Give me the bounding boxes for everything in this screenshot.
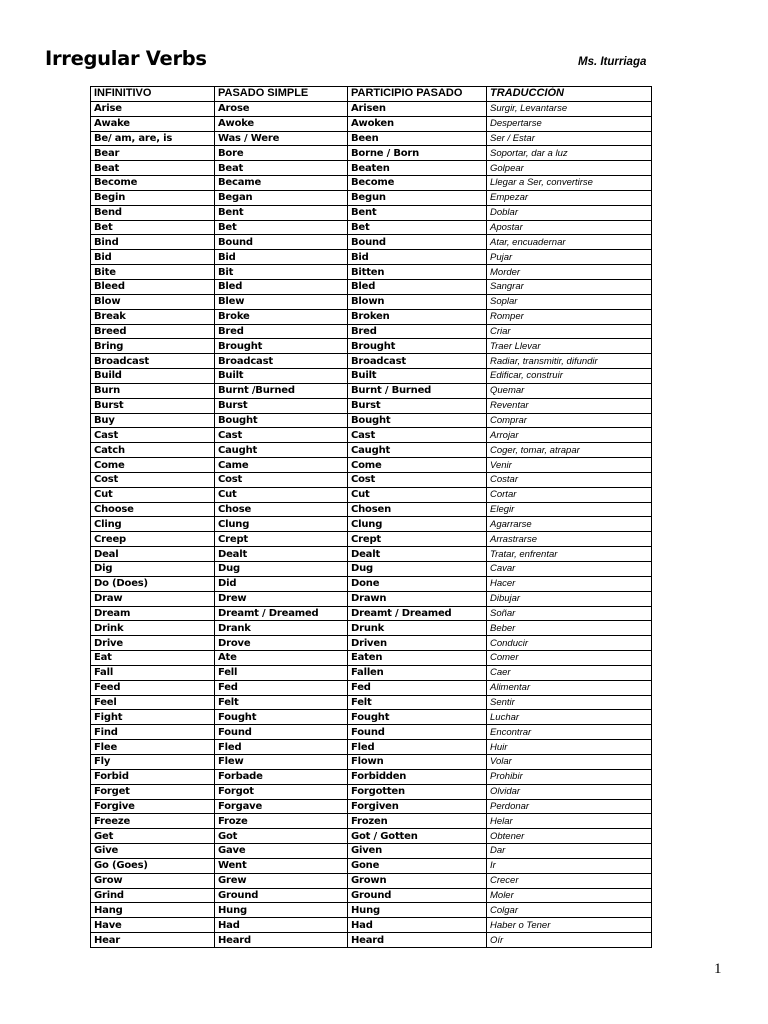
cell-pasado-simple: Bet [215,220,348,235]
table-row [91,146,652,161]
cell-traduccion: Golpear [487,161,652,176]
cell-traduccion: Surgir, Levantarse [487,101,652,116]
cell-pasado-simple: Bid [215,250,348,265]
cell-infinitivo: Beat [91,161,215,176]
cell-participio-pasado: Drawn [348,591,487,606]
table-row [91,309,652,324]
cell-traduccion: Colgar [487,903,652,918]
table-row [91,428,652,443]
cell-infinitivo: Bind [91,235,215,250]
cell-participio-pasado: Driven [348,636,487,651]
cell-pasado-simple: Bled [215,279,348,294]
cell-traduccion: Reventar [487,398,652,413]
cell-infinitivo: Drive [91,636,215,651]
table-row [91,814,652,829]
cell-infinitivo: Dig [91,562,215,577]
table-row [91,591,652,606]
cell-pasado-simple: Had [215,918,348,933]
cell-traduccion: Pujar [487,250,652,265]
cell-participio-pasado: Borne / Born [348,146,487,161]
cell-traduccion: Huir [487,740,652,755]
cell-pasado-simple: Crept [215,532,348,547]
cell-traduccion: Apostar [487,220,652,235]
page-number: 1 [714,961,722,977]
cell-infinitivo: Deal [91,547,215,562]
cell-participio-pasado: Ground [348,888,487,903]
cell-pasado-simple: Bent [215,205,348,220]
table-row [91,710,652,725]
cell-participio-pasado: Fallen [348,665,487,680]
cell-pasado-simple: Heard [215,933,348,948]
cell-traduccion: Ir [487,858,652,873]
table-row [91,740,652,755]
table-row [91,636,652,651]
table-row [91,116,652,131]
header-participio-pasado: PARTICIPIO PASADO [348,87,487,102]
cell-participio-pasado: Come [348,458,487,473]
cell-traduccion: Caer [487,665,652,680]
cell-infinitivo: Do (Does) [91,576,215,591]
cell-pasado-simple: Drew [215,591,348,606]
table-row [91,695,652,710]
cell-infinitivo: Forbid [91,769,215,784]
cell-participio-pasado: Heard [348,933,487,948]
cell-participio-pasado: Frozen [348,814,487,829]
cell-infinitivo: Forget [91,784,215,799]
cell-infinitivo: Forgive [91,799,215,814]
cell-infinitivo: Break [91,309,215,324]
cell-infinitivo: Bear [91,146,215,161]
cell-participio-pasado: Bled [348,279,487,294]
cell-pasado-simple: Did [215,576,348,591]
cell-infinitivo: Burn [91,383,215,398]
cell-participio-pasado: Caught [348,443,487,458]
cell-infinitivo: Blow [91,294,215,309]
cell-traduccion: Agarrarse [487,517,652,532]
cell-pasado-simple: Caught [215,443,348,458]
header-infinitivo: INFINITIVO [91,87,215,102]
cell-infinitivo: Buy [91,413,215,428]
cell-participio-pasado: Flown [348,754,487,769]
cell-pasado-simple: Hung [215,903,348,918]
cell-infinitivo: Feel [91,695,215,710]
cell-infinitivo: Hear [91,933,215,948]
cell-participio-pasado: Drunk [348,621,487,636]
table-row [91,888,652,903]
cell-pasado-simple: Fought [215,710,348,725]
cell-participio-pasado: Bid [348,250,487,265]
cell-infinitivo: Go (Goes) [91,858,215,873]
cell-traduccion: Beber [487,621,652,636]
cell-infinitivo: Grow [91,873,215,888]
cell-traduccion: Comprar [487,413,652,428]
cell-participio-pasado: Given [348,844,487,859]
cell-participio-pasado: Found [348,725,487,740]
cell-infinitivo: Freeze [91,814,215,829]
cell-infinitivo: Awake [91,116,215,131]
cell-traduccion: Arrojar [487,428,652,443]
cell-infinitivo: Feed [91,680,215,695]
cell-pasado-simple: Built [215,369,348,384]
cell-participio-pasado: Hung [348,903,487,918]
cell-participio-pasado: Cast [348,428,487,443]
cell-traduccion: Encontrar [487,725,652,740]
cell-traduccion: Edificar, construir [487,369,652,384]
cell-participio-pasado: Dreamt / Dreamed [348,606,487,621]
cell-pasado-simple: Bought [215,413,348,428]
table-row [91,101,652,116]
cell-participio-pasado: Had [348,918,487,933]
cell-participio-pasado: Become [348,176,487,191]
cell-pasado-simple: Chose [215,502,348,517]
cell-traduccion: Empezar [487,190,652,205]
cell-pasado-simple: Was / Were [215,131,348,146]
cell-pasado-simple: Bore [215,146,348,161]
cell-pasado-simple: Got [215,829,348,844]
cell-infinitivo: Bleed [91,279,215,294]
table-header-row [91,87,652,102]
cell-infinitivo: Be/ am, are, is [91,131,215,146]
cell-participio-pasado: Gone [348,858,487,873]
cell-pasado-simple: Burst [215,398,348,413]
cell-traduccion: Prohibir [487,769,652,784]
cell-infinitivo: Fight [91,710,215,725]
cell-participio-pasado: Eaten [348,651,487,666]
cell-pasado-simple: Ate [215,651,348,666]
cell-participio-pasado: Forgiven [348,799,487,814]
cell-pasado-simple: Ground [215,888,348,903]
table-row [91,903,652,918]
cell-pasado-simple: Drove [215,636,348,651]
cell-pasado-simple: Beat [215,161,348,176]
cell-infinitivo: Find [91,725,215,740]
cell-pasado-simple: Fed [215,680,348,695]
cell-pasado-simple: Forgave [215,799,348,814]
cell-traduccion: Cavar [487,562,652,577]
table-row [91,918,652,933]
cell-pasado-simple: Brought [215,339,348,354]
cell-traduccion: Atar, encuadernar [487,235,652,250]
cell-pasado-simple: Bound [215,235,348,250]
cell-participio-pasado: Bred [348,324,487,339]
cell-pasado-simple: Broke [215,309,348,324]
cell-infinitivo: Arise [91,101,215,116]
cell-participio-pasado: Been [348,131,487,146]
cell-traduccion: Sentir [487,695,652,710]
cell-infinitivo: Breed [91,324,215,339]
cell-participio-pasado: Begun [348,190,487,205]
cell-infinitivo: Bring [91,339,215,354]
cell-pasado-simple: Fled [215,740,348,755]
cell-pasado-simple: Came [215,458,348,473]
table-row [91,933,652,948]
cell-traduccion: Romper [487,309,652,324]
cell-traduccion: Elegir [487,502,652,517]
cell-participio-pasado: Felt [348,695,487,710]
cell-participio-pasado: Fled [348,740,487,755]
cell-traduccion: Dibujar [487,591,652,606]
table-row [91,279,652,294]
cell-pasado-simple: Forgot [215,784,348,799]
cell-participio-pasado: Arisen [348,101,487,116]
cell-pasado-simple: Awoke [215,116,348,131]
cell-pasado-simple: Drank [215,621,348,636]
cell-participio-pasado: Blown [348,294,487,309]
cell-traduccion: Volar [487,754,652,769]
cell-infinitivo: Grind [91,888,215,903]
table-row [91,190,652,205]
cell-infinitivo: Cut [91,487,215,502]
cell-participio-pasado: Clung [348,517,487,532]
cell-traduccion: Despertarse [487,116,652,131]
cell-traduccion: Arrastrarse [487,532,652,547]
table-row [91,398,652,413]
cell-participio-pasado: Burnt / Burned [348,383,487,398]
cell-traduccion: Helar [487,814,652,829]
cell-pasado-simple: Dug [215,562,348,577]
cell-pasado-simple: Fell [215,665,348,680]
table-row [91,621,652,636]
table-row [91,576,652,591]
cell-participio-pasado: Dug [348,562,487,577]
cell-infinitivo: Fly [91,754,215,769]
cell-infinitivo: Come [91,458,215,473]
table-row [91,844,652,859]
cell-traduccion: Venir [487,458,652,473]
cell-pasado-simple: Dreamt / Dreamed [215,606,348,621]
cell-traduccion: Quemar [487,383,652,398]
table-row [91,413,652,428]
cell-pasado-simple: Cast [215,428,348,443]
header-pasado-simple: PASADO SIMPLE [215,87,348,102]
cell-participio-pasado: Cut [348,487,487,502]
cell-infinitivo: Bite [91,265,215,280]
cell-traduccion: Soportar, dar a luz [487,146,652,161]
cell-infinitivo: Creep [91,532,215,547]
cell-infinitivo: Become [91,176,215,191]
cell-infinitivo: Get [91,829,215,844]
cell-pasado-simple: Burnt /Burned [215,383,348,398]
cell-infinitivo: Give [91,844,215,859]
cell-participio-pasado: Bought [348,413,487,428]
table-row [91,383,652,398]
table-row [91,220,652,235]
cell-traduccion: Hacer [487,576,652,591]
cell-infinitivo: Bid [91,250,215,265]
cell-participio-pasado: Cost [348,472,487,487]
cell-participio-pasado: Done [348,576,487,591]
cell-participio-pasado: Broadcast [348,354,487,369]
table-row [91,294,652,309]
cell-infinitivo: Bet [91,220,215,235]
cell-participio-pasado: Bound [348,235,487,250]
table-row [91,517,652,532]
cell-infinitivo: Begin [91,190,215,205]
cell-participio-pasado: Forgotten [348,784,487,799]
cell-infinitivo: Cost [91,472,215,487]
cell-infinitivo: Draw [91,591,215,606]
cell-participio-pasado: Dealt [348,547,487,562]
cell-pasado-simple: Dealt [215,547,348,562]
cell-infinitivo: Flee [91,740,215,755]
table-row [91,532,652,547]
cell-infinitivo: Catch [91,443,215,458]
table-row [91,784,652,799]
cell-pasado-simple: Went [215,858,348,873]
table-row [91,799,652,814]
cell-pasado-simple: Cost [215,472,348,487]
cell-participio-pasado: Fed [348,680,487,695]
cell-infinitivo: Cast [91,428,215,443]
cell-traduccion: Costar [487,472,652,487]
cell-pasado-simple: Grew [215,873,348,888]
table-row [91,769,652,784]
cell-participio-pasado: Bitten [348,265,487,280]
cell-traduccion: Criar [487,324,652,339]
cell-traduccion: Moler [487,888,652,903]
table-row [91,176,652,191]
table-row [91,443,652,458]
cell-participio-pasado: Forbidden [348,769,487,784]
cell-traduccion: Soñar [487,606,652,621]
cell-pasado-simple: Became [215,176,348,191]
cell-pasado-simple: Bit [215,265,348,280]
cell-traduccion: Olvidar [487,784,652,799]
table-row [91,651,652,666]
cell-traduccion: Soplar [487,294,652,309]
cell-pasado-simple: Blew [215,294,348,309]
irregular-verbs-table [90,86,652,948]
cell-traduccion: Traer Llevar [487,339,652,354]
cell-participio-pasado: Beaten [348,161,487,176]
cell-infinitivo: Eat [91,651,215,666]
cell-pasado-simple: Forbade [215,769,348,784]
cell-traduccion: Crecer [487,873,652,888]
cell-participio-pasado: Bet [348,220,487,235]
cell-traduccion: Tratar, enfrentar [487,547,652,562]
cell-traduccion: Ser / Estar [487,131,652,146]
cell-traduccion: Doblar [487,205,652,220]
cell-participio-pasado: Grown [348,873,487,888]
table-row [91,829,652,844]
cell-pasado-simple: Began [215,190,348,205]
cell-traduccion: Cortar [487,487,652,502]
cell-traduccion: Perdonar [487,799,652,814]
table-row [91,858,652,873]
cell-traduccion: Obtener [487,829,652,844]
table-row [91,606,652,621]
cell-participio-pasado: Broken [348,309,487,324]
table-row [91,205,652,220]
cell-infinitivo: Hang [91,903,215,918]
cell-traduccion: Coger, tomar, atrapar [487,443,652,458]
cell-traduccion: Morder [487,265,652,280]
table-row [91,265,652,280]
cell-traduccion: Alimentar [487,680,652,695]
cell-pasado-simple: Bred [215,324,348,339]
cell-traduccion: Dar [487,844,652,859]
table-row [91,680,652,695]
table-row [91,754,652,769]
cell-infinitivo: Burst [91,398,215,413]
cell-traduccion: Sangrar [487,279,652,294]
cell-infinitivo: Dream [91,606,215,621]
cell-participio-pasado: Built [348,369,487,384]
cell-traduccion: Comer [487,651,652,666]
table-row [91,354,652,369]
cell-pasado-simple: Broadcast [215,354,348,369]
table-row [91,562,652,577]
cell-participio-pasado: Burst [348,398,487,413]
table-row [91,547,652,562]
cell-pasado-simple: Flew [215,754,348,769]
cell-traduccion: Haber o Tener [487,918,652,933]
table-row [91,665,652,680]
cell-participio-pasado: Crept [348,532,487,547]
cell-participio-pasado: Brought [348,339,487,354]
table-row [91,472,652,487]
table-row [91,131,652,146]
cell-infinitivo: Build [91,369,215,384]
cell-infinitivo: Cling [91,517,215,532]
cell-infinitivo: Drink [91,621,215,636]
cell-participio-pasado: Chosen [348,502,487,517]
cell-participio-pasado: Fought [348,710,487,725]
cell-participio-pasado: Got / Gotten [348,829,487,844]
cell-infinitivo: Fall [91,665,215,680]
author-name: Ms. Iturriaga [578,56,647,68]
header-traduccion: TRADUCCIÓN [487,87,652,102]
table-row [91,324,652,339]
cell-pasado-simple: Froze [215,814,348,829]
table-row [91,502,652,517]
table-row [91,250,652,265]
cell-infinitivo: Have [91,918,215,933]
page-title: Irregular Verbs [45,47,207,70]
table-row [91,487,652,502]
cell-infinitivo: Broadcast [91,354,215,369]
cell-infinitivo: Choose [91,502,215,517]
table-row [91,369,652,384]
table-row [91,725,652,740]
cell-traduccion: Oír [487,933,652,948]
cell-participio-pasado: Bent [348,205,487,220]
cell-traduccion: Luchar [487,710,652,725]
table-row [91,458,652,473]
cell-participio-pasado: Awoken [348,116,487,131]
cell-pasado-simple: Gave [215,844,348,859]
cell-traduccion: Radiar, transmitir, difundir [487,354,652,369]
cell-pasado-simple: Cut [215,487,348,502]
table-row [91,339,652,354]
cell-infinitivo: Bend [91,205,215,220]
table-body [91,101,652,947]
cell-pasado-simple: Arose [215,101,348,116]
cell-traduccion: Llegar a Ser, convertirse [487,176,652,191]
table-row [91,161,652,176]
table-row [91,873,652,888]
cell-traduccion: Conducir [487,636,652,651]
cell-pasado-simple: Clung [215,517,348,532]
table-row [91,235,652,250]
cell-pasado-simple: Found [215,725,348,740]
cell-pasado-simple: Felt [215,695,348,710]
